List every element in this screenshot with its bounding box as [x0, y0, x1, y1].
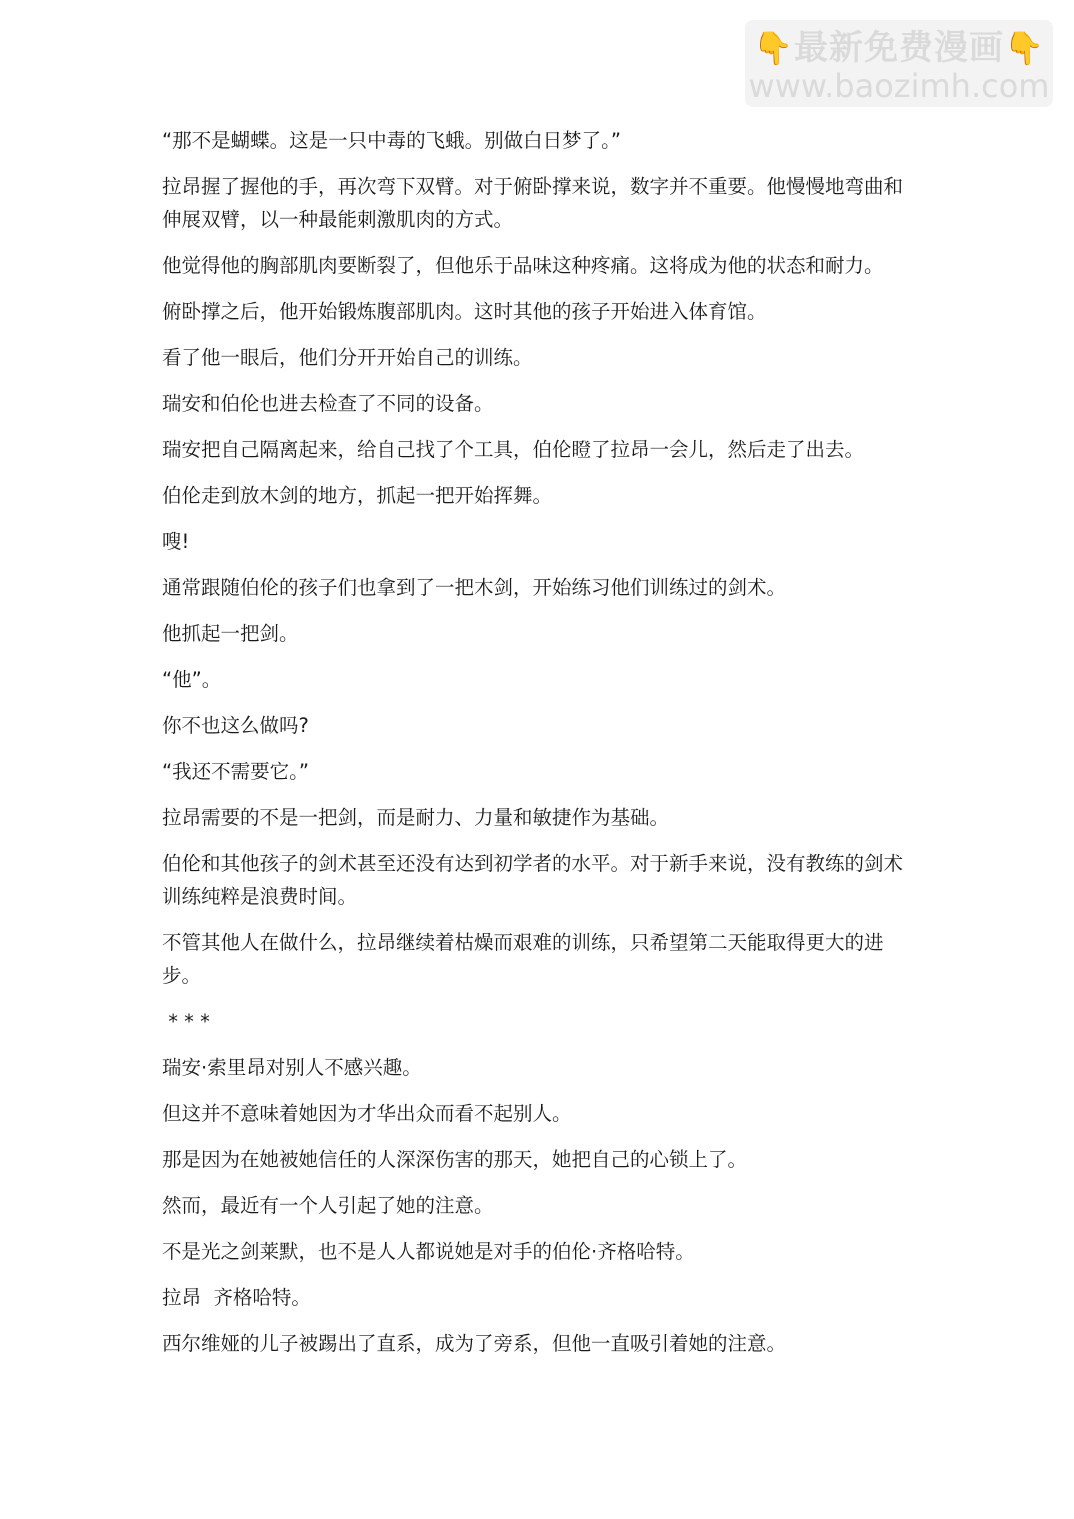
paragraph: 他觉得他的胸部肌肉要断裂了，但他乐于品味这种疼痛。这将成为他的状态和耐力。 — [162, 254, 884, 277]
paragraph: “我还不需要它。” — [162, 760, 309, 783]
paragraph: 瑞安·索里昂对别人不感兴趣。 — [162, 1056, 422, 1079]
paragraph: 但这并不意味着她因为才华出众而看不起别人。 — [162, 1102, 572, 1125]
paragraph: 拉昂需要的不是一把剑，而是耐力、力量和敏捷作为基础。 — [162, 806, 670, 829]
paragraph: 嗖! — [162, 530, 190, 553]
paragraph: 俯卧撑之后，他开始锻炼腹部肌肉。这时其他的孩子开始进入体育馆。 — [162, 300, 767, 323]
pointing-down-icon: 👇 — [753, 29, 794, 67]
paragraph: 那是因为在她被她信任的人深深伤害的那天，她把自己的心锁上了。 — [162, 1148, 748, 1171]
paragraph: 伯伦走到放木剑的地方，抓起一把开始挥舞。 — [162, 484, 553, 507]
paragraph: 然而，最近有一个人引起了她的注意。 — [162, 1194, 494, 1217]
section-divider: * * * — [162, 1010, 210, 1033]
paragraph: 西尔维娅的儿子被踢出了直系，成为了旁系，但他一直吸引着她的注意。 — [162, 1332, 787, 1355]
paragraph: 瑞安把自己隔离起来，给自己找了个工具，伯伦瞪了拉昂一会儿，然后走了出去。 — [162, 438, 865, 461]
watermark-url: www.baozimh.com — [748, 67, 1050, 105]
pointing-down-icon: 👇 — [1004, 29, 1045, 67]
paragraph: 看了他一眼后，他们分开开始自己的训练。 — [162, 346, 533, 369]
paragraph: 他抓起一把剑。 — [162, 622, 299, 645]
article-body — [162, 124, 922, 1373]
paragraph: 不管其他人在做什么，拉昂继续着枯燥而艰难的训练，只希望第二天能取得更大的进步。 — [162, 931, 884, 987]
paragraph: 拉昂握了握他的手，再次弯下双臂。对于俯卧撑来说，数字并不重要。他慢慢地弯曲和伸展双臂，以一种最能刺激肌肉的方式。 — [162, 175, 904, 231]
watermark-title-text: 最新免费漫画 — [794, 28, 1004, 68]
paragraph: 瑞安和伯伦也进去检查了不同的设备。 — [162, 392, 494, 415]
paragraph: 通常跟随伯伦的孩子们也拿到了一把木剑，开始练习他们训练过的剑术。 — [162, 576, 787, 599]
paragraph: 伯伦和其他孩子的剑术甚至还没有达到初学者的水平。对于新手来说，没有教练的剑术训练纯粹是浪费时间。 — [162, 852, 904, 908]
watermark-banner — [745, 20, 1053, 107]
paragraph: 不是光之剑莱默，也不是人人都说她是对手的伯伦·齐格哈特。 — [162, 1240, 695, 1263]
paragraph: “他”。 — [162, 668, 222, 691]
watermark-title — [745, 28, 1053, 68]
paragraph: 你不也这么做吗? — [162, 714, 309, 737]
paragraph: 拉昂 齐格哈特。 — [162, 1286, 311, 1309]
paragraph: “那不是蝴蝶。这是一只中毒的飞蛾。别做白日梦了。” — [162, 129, 621, 152]
